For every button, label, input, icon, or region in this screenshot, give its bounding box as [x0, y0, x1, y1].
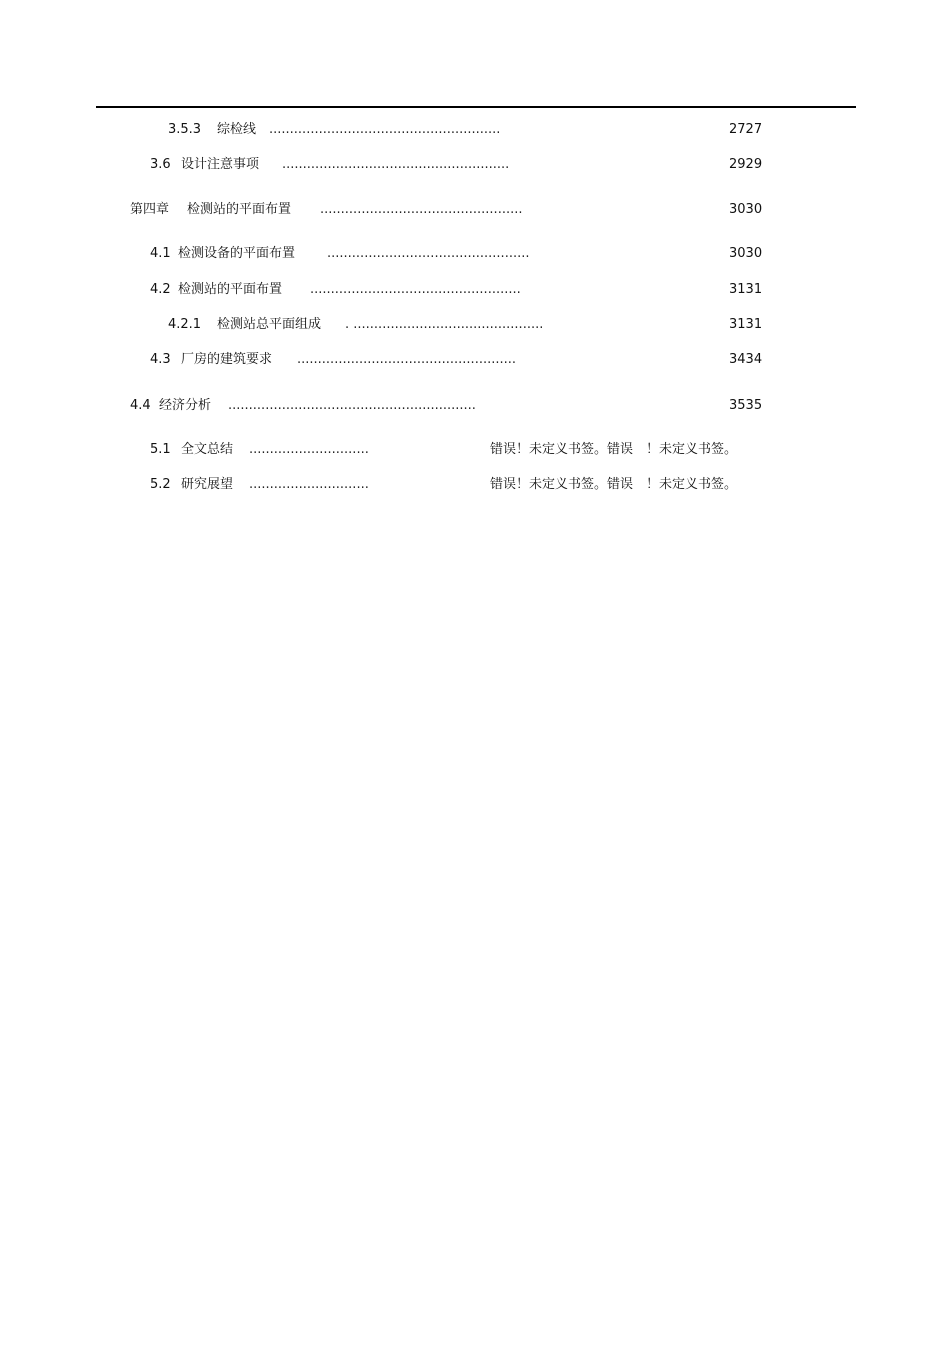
toc-entry-chapter-4[interactable] [0, 200, 950, 220]
toc-title: 设计注意事项 [181, 157, 260, 172]
toc-title: 全文总结 [181, 442, 234, 457]
toc-entry-3-6[interactable] [0, 155, 950, 175]
toc-leader: ........................................................ [269, 122, 501, 137]
toc-page-number: 3131 [729, 317, 763, 332]
toc-title: 厂房的建筑要求 [181, 352, 273, 367]
toc-number: 5.2 [150, 477, 171, 492]
toc-title: 研究展望 [181, 477, 234, 492]
toc-page-number: 3434 [729, 352, 763, 367]
toc-number: 4.2 [150, 282, 171, 297]
toc-number: 第四章 [130, 202, 170, 217]
toc-leader: ............................................................ [228, 398, 476, 413]
header-rule [96, 106, 856, 108]
toc-number: 5.1 [150, 442, 171, 457]
toc-title: 检测设备的平面布置 [178, 246, 296, 261]
toc-leader: ............................. [249, 442, 369, 457]
toc-page-number: 3131 [729, 282, 763, 297]
toc-number: 4.2.1 [168, 317, 202, 332]
toc-leader: ................................................... [310, 282, 521, 297]
toc-entry-3-5-3[interactable] [0, 120, 950, 140]
toc-leader: . .............................................. [345, 317, 544, 332]
toc-leader: ................................................. [320, 202, 523, 217]
toc-page-number: 2727 [729, 122, 763, 137]
toc-error-text: 错误！未定义书签。错误 ！未定义书签。 [490, 442, 738, 457]
toc-title: 检测站的平面布置 [178, 282, 283, 297]
toc-number: 4.1 [150, 246, 171, 261]
toc-page-number: 3030 [729, 246, 763, 261]
toc-leader: ..................................................... [297, 352, 517, 367]
toc-entry-5-2[interactable] [0, 475, 950, 495]
toc-page-number: 2929 [729, 157, 763, 172]
toc-error-text: 错误！未定义书签。错误 ！未定义书签。 [490, 477, 738, 492]
toc-entry-4-4[interactable] [0, 396, 950, 416]
toc-entry-4-2[interactable] [0, 280, 950, 300]
toc-number: 3.5.3 [168, 122, 202, 137]
toc-entry-4-1[interactable] [0, 244, 950, 264]
toc-title: 检测站总平面组成 [217, 317, 322, 332]
toc-title: 综检线 [217, 122, 257, 137]
toc-title: 检测站的平面布置 [187, 202, 292, 217]
toc-number: 4.3 [150, 352, 171, 367]
toc-entry-4-2-1[interactable] [0, 315, 950, 335]
toc-leader: ................................................. [327, 246, 530, 261]
toc-number: 3.6 [150, 157, 171, 172]
toc-page-number: 3535 [729, 398, 763, 413]
toc-entry-4-3[interactable] [0, 350, 950, 370]
toc-page-number: 3030 [729, 202, 763, 217]
toc-leader: ............................. [249, 477, 369, 492]
toc-leader: ....................................................... [282, 157, 510, 172]
toc-number: 4.4 [130, 398, 151, 413]
toc-entry-5-1[interactable] [0, 440, 950, 460]
toc-title: 经济分析 [159, 398, 212, 413]
